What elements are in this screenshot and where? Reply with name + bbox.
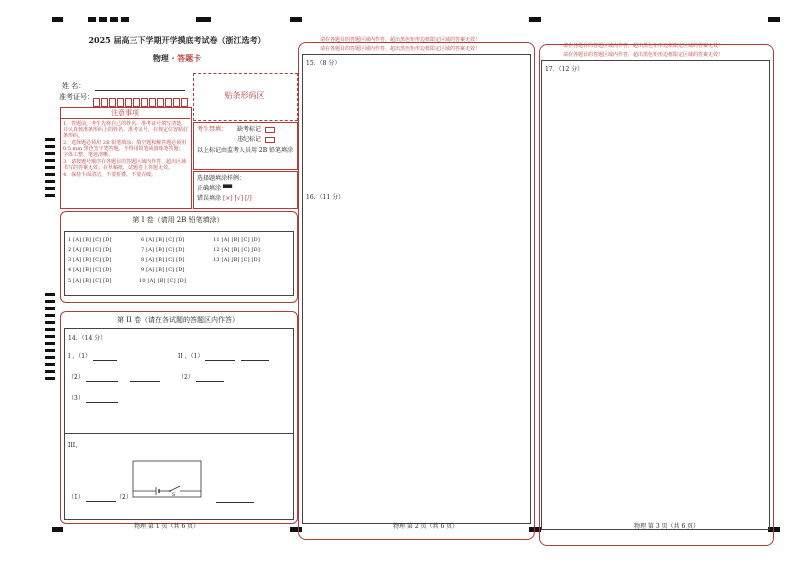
fill-wrong-row: 错误填涂 [×] [√] [/] — [197, 195, 252, 202]
q14-bottom-1: （1） — [68, 494, 116, 502]
choice-q9[interactable]: 9 [A] [B] [C] [D] — [141, 267, 185, 273]
notes-list — [63, 121, 188, 178]
correct-fill-mark: ▀▀ — [222, 185, 233, 192]
part2-divider — [64, 433, 293, 434]
q14-i-1: I 、（1） — [68, 353, 117, 361]
answer-blank[interactable] — [205, 360, 235, 361]
note-item: 4．保持卡面清洁，不要折叠、不要弄破。 — [63, 172, 157, 178]
answer-blank[interactable] — [241, 360, 269, 361]
name-line[interactable] — [95, 90, 185, 91]
answer-blank[interactable] — [86, 381, 118, 382]
name-label: 姓 名： — [62, 82, 86, 90]
exam-subtitle: 物理 · 答题卡 — [152, 53, 202, 63]
page1-footer: 物理 第 1 页（共 6 页） — [134, 523, 200, 530]
answer-blank[interactable] — [130, 381, 160, 382]
q14-ii-1: II 、（1） — [178, 353, 269, 361]
exam-status-note: 以上标记由监考人员用 2B 铅笔填涂 — [197, 147, 294, 154]
registration-mark — [196, 17, 211, 22]
q14-bottom-2: （2） — [116, 494, 132, 501]
q15-16-answer-box[interactable] — [302, 54, 531, 524]
circuit-diagram — [132, 460, 202, 498]
note-item: 3．请按题号顺序在各题目的答题区域内作答，超出区域书写的答案无效；在草稿纸、试题卷上答题无效。 — [63, 159, 187, 171]
choice-q10[interactable]: 10 [A] [B] [C] [D] — [139, 278, 187, 284]
barcode-label: 贴条形码区 — [224, 91, 265, 100]
registration-mark — [88, 17, 130, 22]
fill-correct-row: 正确填涂 ▀▀ — [197, 185, 233, 192]
registration-mark — [768, 17, 780, 22]
q17-label: 17．（12 分） — [545, 66, 584, 73]
note-item: 1．答题前，考生先将自己的姓名、准考证号填写清楚，并认真核准条形码上的姓名、准考证号，在规定位置贴好条形码。 — [63, 121, 189, 139]
id-label: 准考证号： — [59, 93, 94, 101]
part1-title: 第 I 卷（请用 2B 铅笔填涂） — [132, 216, 224, 224]
answer-blank[interactable] — [216, 494, 254, 503]
answer-blank[interactable] — [86, 501, 116, 502]
choice-q7[interactable]: 7 [A] [B] [C] [D] — [141, 247, 185, 253]
registration-mark — [529, 17, 541, 22]
answer-blank[interactable] — [86, 402, 118, 403]
missing-mark-row: 缺考标记 — [237, 126, 275, 134]
page3-warning: 请在各题目的答题区域内作答，超出黑色矩形边框限定区域的答案无效！ — [563, 52, 724, 58]
exam-title: 2025 届高三下学期开学摸底考试卷（浙江选考） — [88, 35, 266, 45]
choice-q6[interactable]: 6 [A] [B] [C] [D] — [141, 237, 185, 243]
q14-label: 14．（14 分） — [68, 335, 107, 342]
choice-q12[interactable]: 12 [A] [B] [C] [D] — [213, 247, 261, 253]
q17-answer-box[interactable] — [541, 60, 770, 530]
q16-label: 16．（11 分） — [306, 194, 345, 201]
q14-iii-label: III、 — [68, 442, 82, 449]
q14-ii-2: （2） — [178, 374, 224, 382]
page3-footer: 物理 第 3 页（共 6 页） — [634, 523, 700, 530]
violation-checkbox[interactable] — [265, 137, 275, 143]
choice-q5[interactable]: 5 [A] [B] [C] [D] — [68, 278, 112, 284]
choice-q3[interactable]: 3 [A] [B] [C] [D] — [68, 257, 112, 263]
choice-q8[interactable]: 8 [A] [B] [C] [D] — [141, 257, 185, 263]
registration-mark — [52, 527, 63, 532]
registration-mark — [52, 17, 63, 22]
notes-title: 注意事项 — [111, 109, 139, 117]
answer-blank[interactable] — [196, 381, 224, 382]
notes-divider — [61, 118, 190, 119]
note-item: 2．选择题必须用 2B 铅笔填涂；填空题和解答题必须用 0.5 mm 黑色签字笔答题，不得用铅笔或圆珠笔答题；字体工整、笔迹清晰。 — [63, 140, 187, 158]
page2-footer: 物理 第 2 页（共 6 页） — [393, 523, 459, 530]
page2-warning-top: 请在各题目的答题区域内作答，超出黑色矩形边框限定区域的答案无效！ — [320, 37, 481, 43]
answer-blank[interactable] — [93, 360, 117, 361]
choice-q11[interactable]: 11 [A] [B] [C] [D] — [213, 237, 261, 243]
timing-marks-lower — [45, 293, 55, 383]
violation-mark-row: 违纪标记 — [237, 136, 275, 144]
fill-example-title: 选择题填涂样例： — [197, 175, 246, 182]
exam-status-label: 考生禁填： — [197, 126, 228, 133]
wrong-fill-marks: [×] [√] [/] — [222, 195, 252, 202]
registration-mark — [290, 17, 302, 22]
switch-label: S — [172, 492, 176, 498]
missing-checkbox[interactable] — [265, 127, 275, 133]
switch-blade — [170, 486, 180, 491]
page3-warning-top: 请在各题目的答题区域内作答，超出黑色矩形边框限定区域的答案无效！ — [563, 43, 724, 49]
timing-marks-upper — [45, 138, 55, 200]
circuit-frame — [133, 461, 201, 497]
q15-label: 15．（8 分） — [306, 60, 341, 67]
choice-q4[interactable]: 4 [A] [B] [C] [D] — [68, 267, 112, 273]
q14-i-2: （2） — [68, 374, 160, 382]
q14-i-3: （3） — [68, 395, 118, 403]
choice-q1[interactable]: 1 [A] [B] [C] [D] — [68, 237, 112, 243]
choice-q2[interactable]: 2 [A] [B] [C] [D] — [68, 247, 112, 253]
part2-title: 第 II 卷（请在各试题的答题区内作答） — [117, 316, 239, 324]
page2-warning: 请在各题目的答题区域内作答，超出黑色矩形边框限定区域的答案无效！ — [320, 46, 481, 52]
choice-q13[interactable]: 13 [A] [B] [C] [D] — [213, 257, 261, 263]
